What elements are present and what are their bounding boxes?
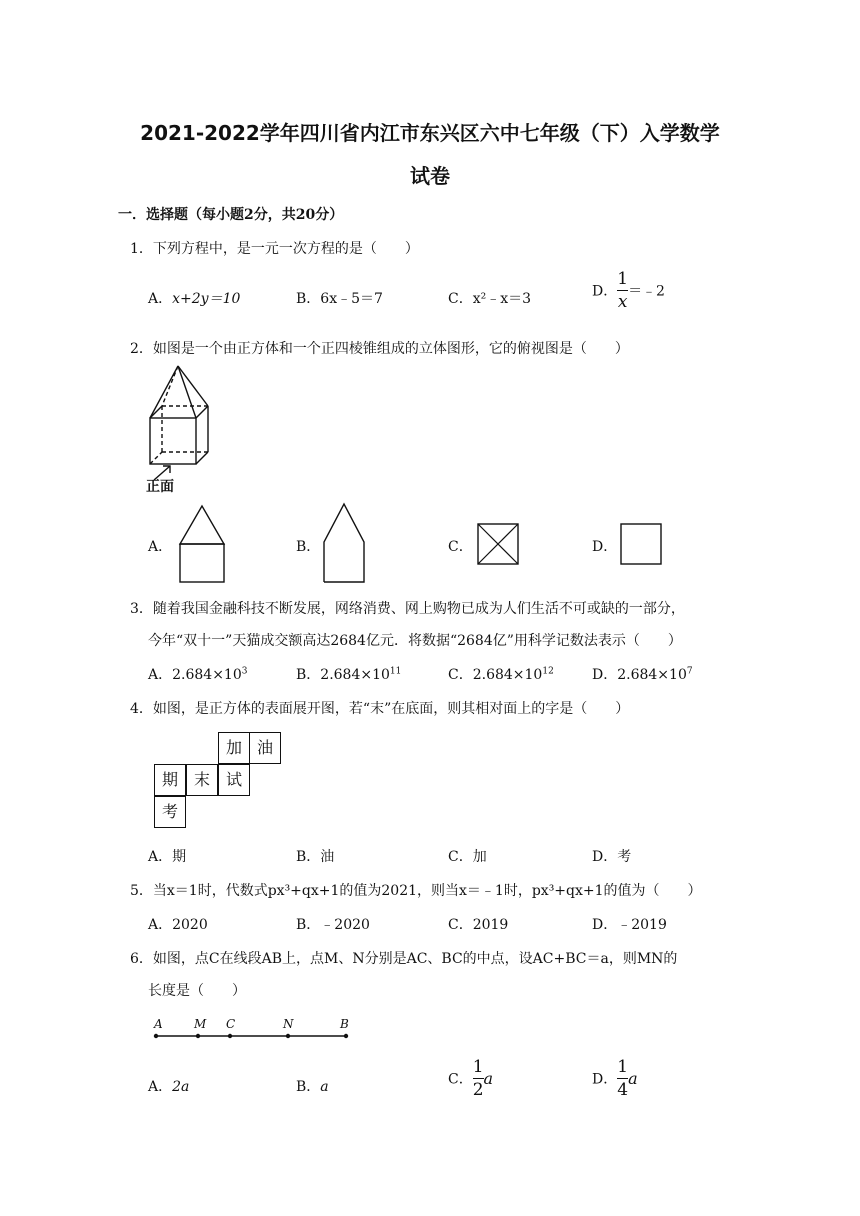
point-label-n: N [283,1017,294,1031]
q3-option-d: D．$2.684\times 10^7$ [592,666,693,683]
question-5-stem: 5．当x＝1时，代数式px³+qx+1的值为2021，则当x＝﹣1时，px³+qx+1的值为（ ） [130,883,702,899]
q6-d-fraction: $\frac{1}{4}$ [617,1057,629,1100]
q2-option-a-label: A． [148,539,173,555]
q6-option-b: B．a [296,1079,329,1095]
cube-net-cell: 末 [186,764,218,796]
q1-option-d: D． $\frac{1}{x}$ ＝﹣2 [592,269,665,312]
q3-option-a: A．$2.684\times 10^3$ [148,666,248,683]
question-6-stem-line1: 6．如图，点C在线段AB上，点M、N分别是AC、BC的中点，设AC+BC＝a，则MN的 [130,951,678,967]
q5-option-b: B．﹣2020 [296,917,370,933]
q4-option-b: B．油 [296,849,335,865]
q3-option-c: C．$2.684\times 10^{12}$ [448,666,554,683]
q2-option-d-label: D． [592,539,618,555]
q6-c-fraction: $\frac{1}{2}$ [472,1057,484,1100]
q2-option-a-figure [178,504,226,584]
q1-option-a: A．x+2y＝10 [148,291,241,307]
page-title-line2: 试卷 [410,164,450,188]
section-header: 一．选择题（每小题2分，共20分） [118,207,344,223]
q2-option-d-figure [620,523,662,565]
question-6-stem-line2: 长度是（ ） [148,983,246,999]
q5-option-a: A．2020 [148,917,208,933]
q4-option-d: D．考 [592,849,632,865]
q4-option-c: C．加 [448,849,487,865]
q2-option-c-label: C． [448,539,473,555]
q2-option-c-figure [477,523,519,565]
q1-option-c: C．x²﹣x＝3 [448,291,532,307]
question-3-stem-line2: 今年“双十一”天猫成交额高达2684亿元．将数据“2684亿”用科学记数法表示（ ） [148,633,682,649]
question-1-stem: 1．下列方程中，是一元一次方程的是（ ） [130,241,419,257]
q6-option-d: D． $\frac{1}{4}$ a [592,1057,638,1100]
question-4-stem: 4．如图，是正方体的表面展开图，若“末”在底面，则其相对面上的字是（ ） [130,701,630,717]
line-segment-figure [150,1016,360,1042]
point-label-c: C [226,1017,236,1031]
point-label-a: A [154,1017,163,1031]
cube-net-cell: 考 [154,796,186,828]
q6-option-a: A．2a [148,1079,190,1095]
cube-pyramid-figure [140,362,220,492]
front-view-label: 正面 [146,479,174,495]
point-label-m: M [194,1017,207,1031]
q6-option-c: C． $\frac{1}{2}$ a [448,1057,494,1100]
q4-option-a: A．期 [148,849,187,865]
q1-option-b: B．6x﹣5＝7 [296,291,383,307]
page-title-line1: 2021-2022学年四川省内江市东兴区六中七年级（下）入学数学 [140,121,720,145]
cube-net-cell: 试 [218,764,250,796]
q5-option-c: C．2019 [448,917,509,933]
q5-option-d: D．﹣2019 [592,917,667,933]
q2-option-b-label: B． [296,539,321,555]
q2-option-b-figure [322,502,366,584]
cube-net-cell: 油 [249,732,281,764]
q3-option-b: B．$2.684\times 10^{11}$ [296,666,402,683]
point-label-b: B [340,1017,349,1031]
cube-net-cell: 期 [154,764,186,796]
q1-d-fraction: $\frac{1}{x}$ [617,269,629,312]
cube-net-cell: 加 [218,732,250,764]
question-2-stem: 2．如图是一个由正方体和一个正四棱锥组成的立体图形，它的俯视图是（ ） [130,341,629,357]
question-3-stem-line1: 3．随着我国金融科技不断发展，网络消费、网上购物已成为人们生活不可或缺的一部分， [130,601,685,617]
